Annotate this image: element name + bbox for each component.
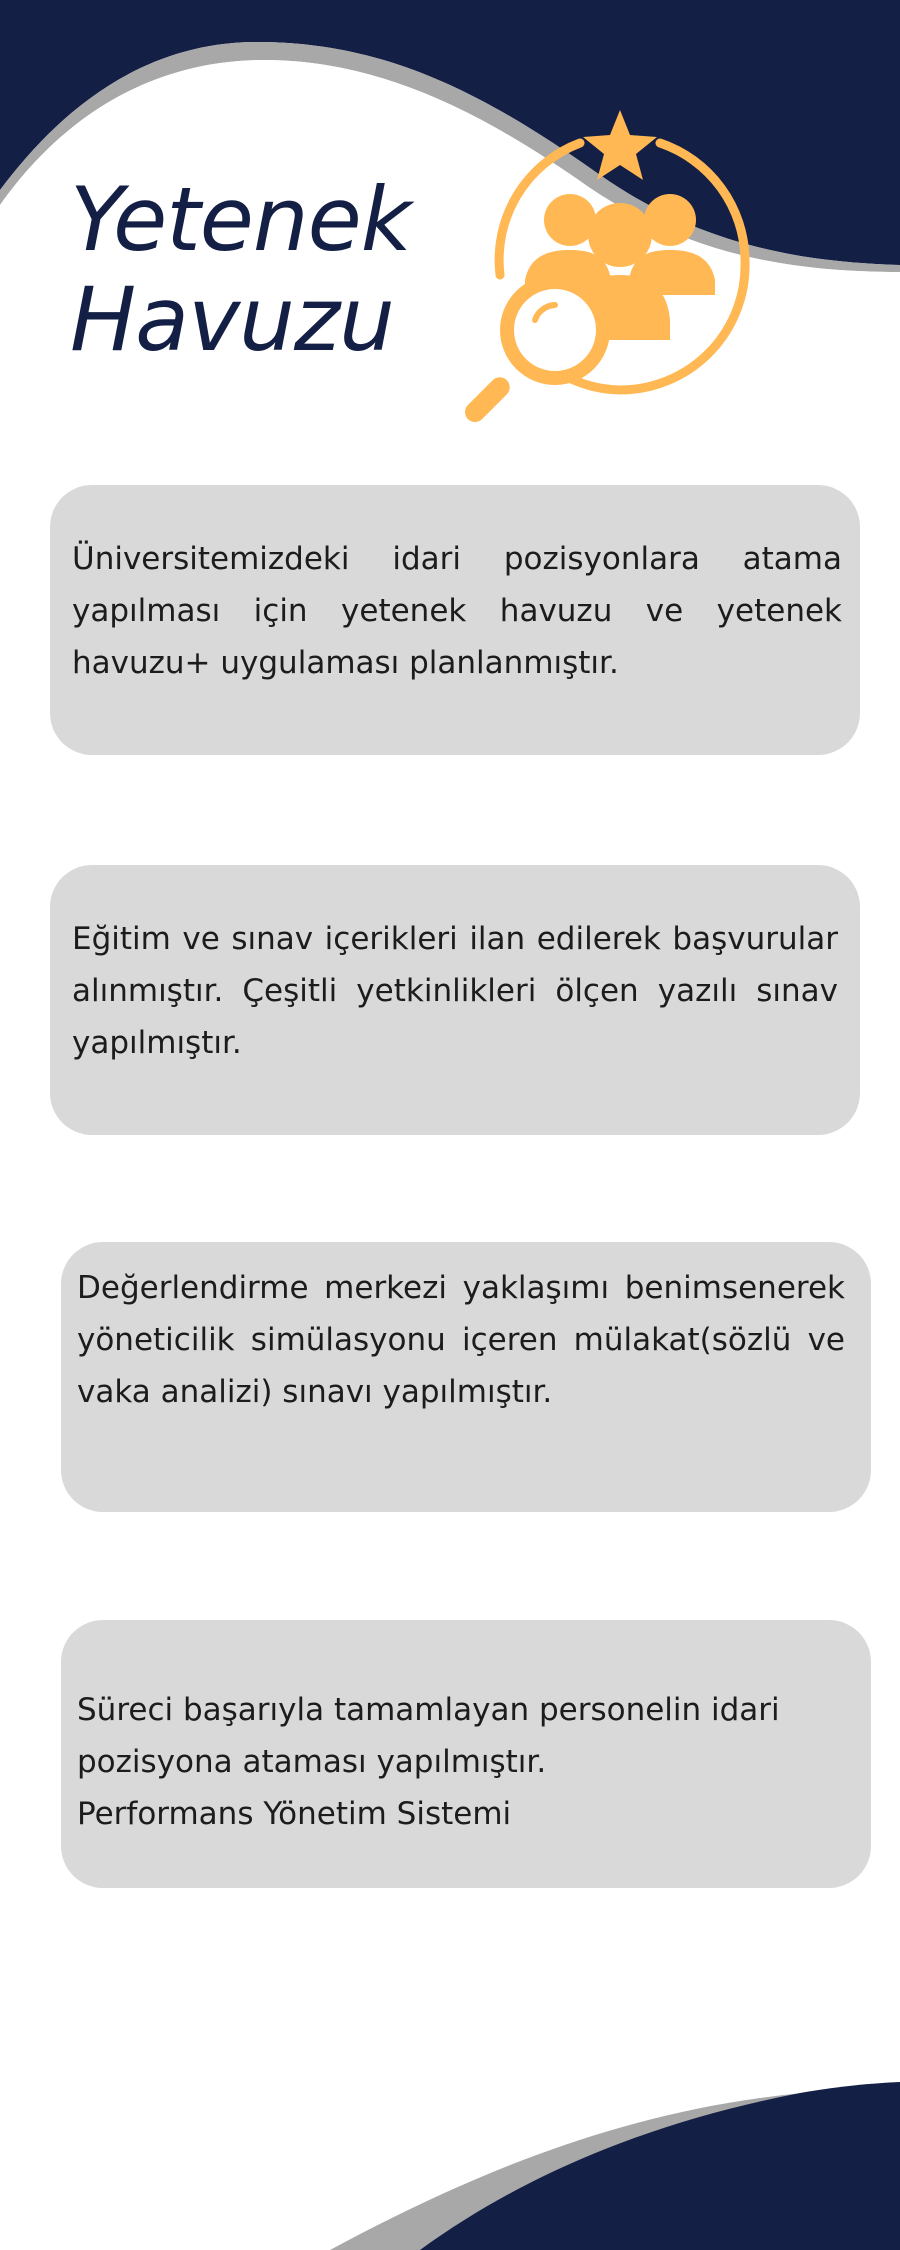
info-card-3-text: Değerlendirme merkezi yaklaşımı benimsenerek yöneticilik simülasyonu içeren mülakat(sözlü ve vaka analizi) sınavı yapılmıştır. — [77, 1270, 845, 1410]
page-title — [70, 170, 411, 370]
title-line-2: Havuzu — [70, 268, 394, 371]
info-card-1-text: Üniversitemizdeki idari pozisyonlara atama yapılması için yetenek havuzu ve yetenek havuzu+ uygulaması planlanmıştır. — [72, 541, 842, 681]
info-card-3 — [61, 1242, 871, 1512]
info-card-1 — [50, 485, 860, 755]
info-card-2 — [50, 865, 860, 1135]
talent-search-icon — [455, 105, 765, 435]
title-line-1: Yetenek — [70, 168, 411, 271]
bottom-navy-wave — [420, 2082, 900, 2250]
info-card-2-text: Eğitim ve sınav içerikleri ilan edilerek başvurular alınmıştır. Çeşitli yetkinlikleri ölçen yazılı sınav yapılmıştır. — [72, 921, 838, 1061]
info-card-4-extra: Performans Yönetim Sistemi — [77, 1796, 512, 1832]
info-card-4-text: Süreci başarıyla tamamlayan personelin idari pozisyona ataması yapılmıştır. — [77, 1692, 780, 1780]
star-icon — [583, 110, 657, 180]
info-card-4 — [61, 1620, 871, 1888]
